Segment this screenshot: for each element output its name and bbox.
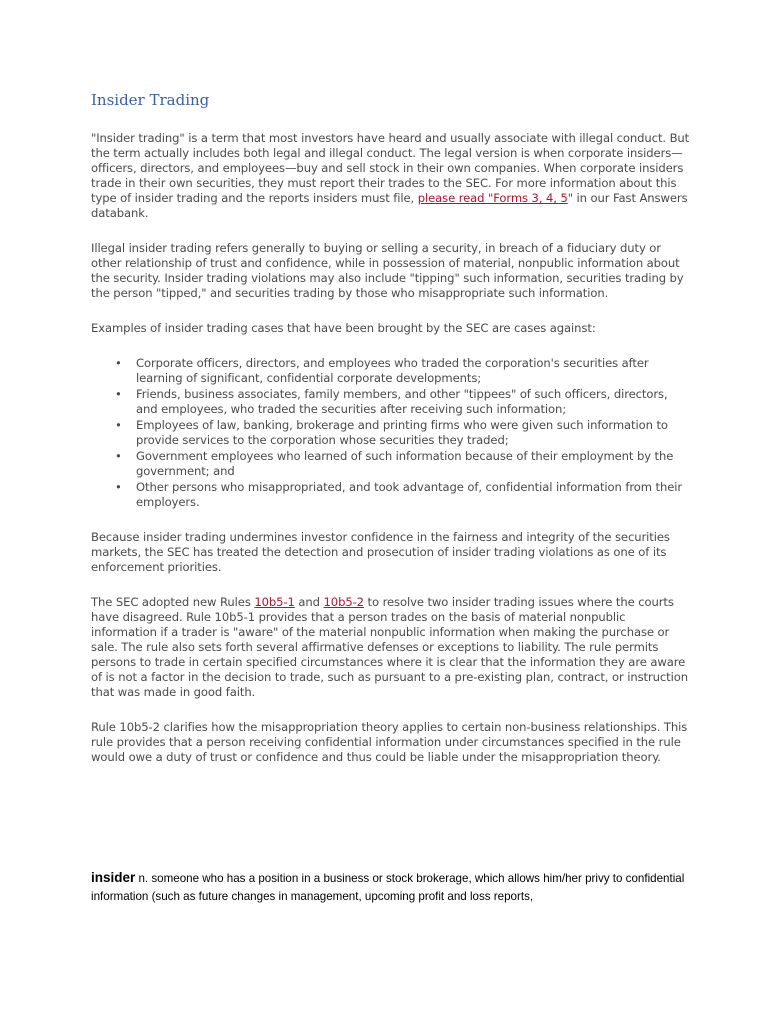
list-item-text: Corporate officers, directors, and employees who traded the corporation's securities after learning of significant, confidential corporate developments; [136,356,649,385]
list-item [115,356,691,386]
paragraph-10b5-2: Rule 10b5-2 clarifies how the misappropriation theory applies to certain non-business relationships. This rule provides that a person receiving confidential information under circumstances specified in the rule would owe a duty of trust or confidence and thus could be liable under the misappropriation theory. [91,720,688,764]
page-title: Insider Trading [91,91,210,109]
forms-3-4-5-link[interactable]: please read "Forms 3, 4, 5 [417,191,568,205]
bullet-icon: • [115,356,122,370]
article [91,88,691,785]
paragraph-illegal: Illegal insider trading refers generally to buying or selling a security, in breach of a fiduciary duty or other relationship of trust and confidence, while in possession of material, nonpublic information about the security. Insider trading violations may also include "tipping" such information, securities trading by the person "tipped," and securities trading by those who misappropriate such information. [91,241,684,300]
bullet-icon: • [115,418,122,432]
paragraph-intro [91,131,691,221]
paragraph-rules-lead: The SEC adopted new Rules [91,595,255,609]
paragraph-rules-text: to resolve two insider trading issues where the courts have disagreed. Rule 10b5-1 provides that a person trades on the basis of material nonpublic information if a trader is "aware" of the material nonpublic information when making the purchase or sale. The rule also sets forth several affirmative defenses or exceptions to liability. The rule permits persons to trade in certain specified circumstances where it is clear that the information they are aware of is not a factor in the decision to trade, such as pursuant to a pre-existing plan, contract, or instruction that was made in good faith. [91,595,688,699]
bullet-icon: • [115,480,122,494]
rule-10b5-2-link[interactable]: 10b5-2 [323,595,364,609]
list-item [115,387,691,417]
rule-10b5-1-link[interactable]: 10b5-1 [254,595,295,609]
list-item [115,449,691,479]
definition-term: insider [91,870,136,885]
cases-list [91,356,691,510]
list-item [115,480,691,510]
paragraph-rules-and: and [294,595,324,609]
paragraph-enforcement: Because insider trading undermines investor confidence in the fairness and integrity of the securities markets, the SEC has treated the detection and prosecution of insider trading violations as one of its enforcement priorities. [91,530,670,574]
list-item-text: Other persons who misappropriated, and took advantage of, confidential information from their employers. [136,480,683,509]
list-item-text: Friends, business associates, family members, and other "tippees" of such officers, directors, and employees, who traded the securities after receiving such information; [136,387,668,416]
paragraph-examples-intro: Examples of insider trading cases that have been brought by the SEC are cases against: [91,321,596,335]
list-item-text: Employees of law, banking, brokerage and printing firms who were given such information to provide services to the corporation whose securities they traded; [136,418,668,447]
paragraph-intro-tail: " in our Fast Answers databank. [91,191,688,220]
insider-definition [91,869,691,906]
list-item [115,418,691,448]
definition-text: n. someone who has a position in a business or stock brokerage, which allows him/her privy to confidential information (such as future changes in management, upcoming profit and loss reports, [91,872,685,903]
paragraph-rules [91,595,691,700]
list-item-text: Government employees who learned of such information because of their employment by the government; and [136,449,674,478]
bullet-icon: • [115,387,122,401]
bullet-icon: • [115,449,122,463]
paragraph-intro-text: "Insider trading" is a term that most investors have heard and usually associate with illegal conduct. But the term actually includes both legal and illegal conduct. The legal version is when corporate insiders—officers, directors, and employees—buy and sell stock in their own companies. When corporate insiders trade in their own securities, they must report their trades to the SEC. For more information about this type of insider trading and the reports insiders must file, [91,131,690,205]
